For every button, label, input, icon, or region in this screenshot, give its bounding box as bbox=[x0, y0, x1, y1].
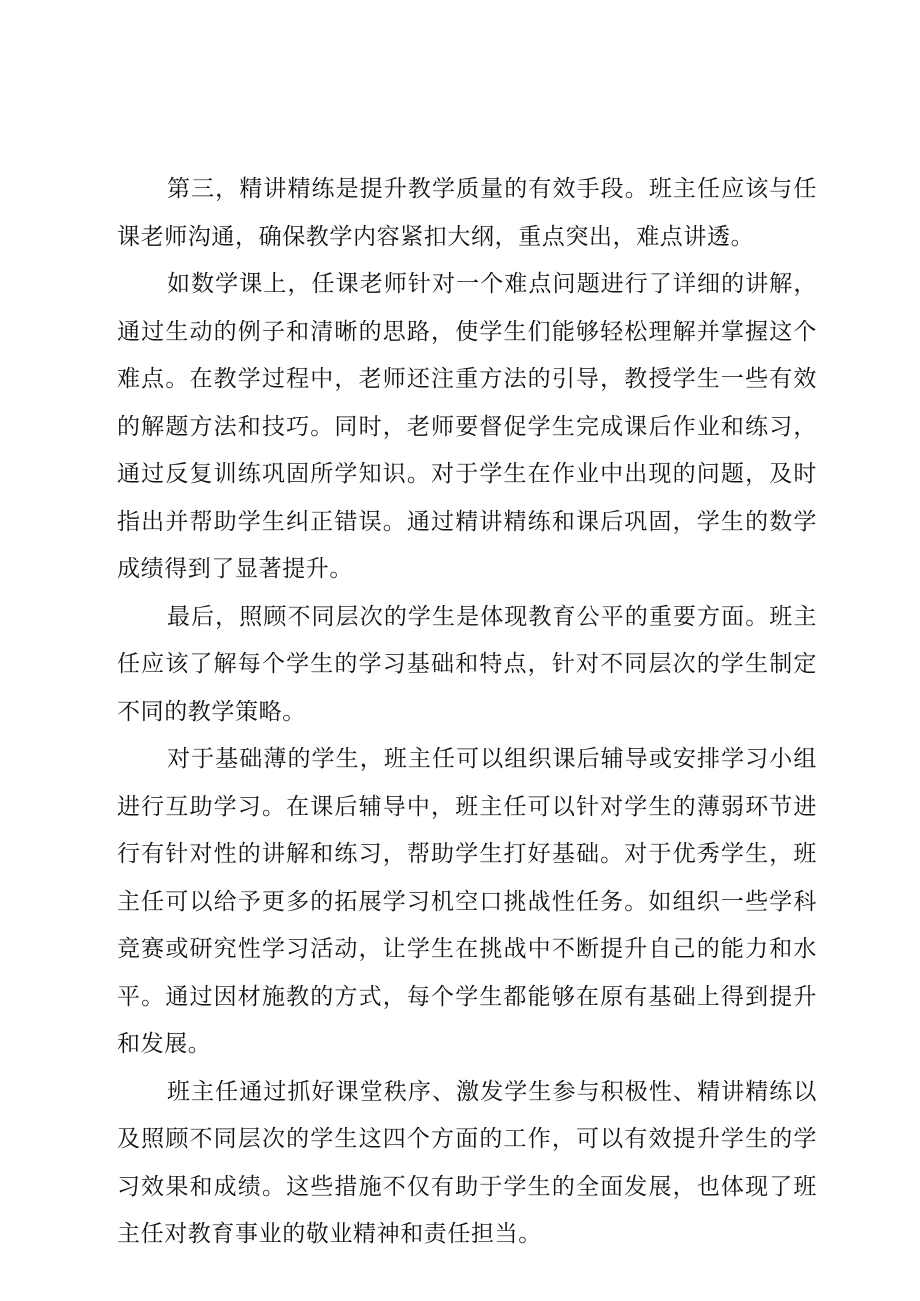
paragraph-1: 第三，精讲精练是提升教学质量的有效手段。班主任应该与任课老师沟通，确保教学内容紧扣大纲，重点突出，难点讲透。 bbox=[117, 176, 817, 250]
paragraph-3: 最后，照顾不同层次的学生是体现教育公平的重要方面。班主任应该了解每个学生的学习基础和特点，针对不同层次的学生制定不同的教学策略。 bbox=[117, 603, 817, 725]
paragraph-2: 如数学课上，任课老师针对一个难点问题进行了详细的讲解，通过生动的例子和清晰的思路，使学生们能够轻松理解并掌握这个难点。在教学过程中，老师还注重方法的引导，教授学生一些有效的解题方法和技巧。同时，老师要督促学生完成课后作业和练习，通过反复训练巩固所学知识。对于学生在作业中出现的问题，及时指出并帮助学生纠正错误。通过精讲精练和课后巩固，学生的数学成绩得到了显著提升。 bbox=[117, 271, 817, 582]
paragraph-5: 班主任通过抓好课堂秩序、激发学生参与积极性、精讲精练以及照顾不同层次的学生这四个方面的工作，可以有效提升学生的学习效果和成绩。这些措施不仅有助于学生的全面发展，也体现了班主任对教育事业的敬业精神和责任担当。 bbox=[117, 1078, 817, 1247]
paragraph-4: 对于基础薄的学生，班主任可以组织课后辅导或安排学习小组进行互助学习。在课后辅导中，班主任可以针对学生的薄弱环节进行有针对性的讲解和练习，帮助学生打好基础。对于优秀学生，班主任可以给予更多的拓展学习机空口挑战性任务。如组织一些学科竞赛或研究性学习活动，让学生在挑战中不断提升自己的能力和水平。通过因材施教的方式，每个学生都能够在原有基础上得到提升和发展。 bbox=[117, 746, 817, 1057]
document-body bbox=[117, 166, 817, 1259]
